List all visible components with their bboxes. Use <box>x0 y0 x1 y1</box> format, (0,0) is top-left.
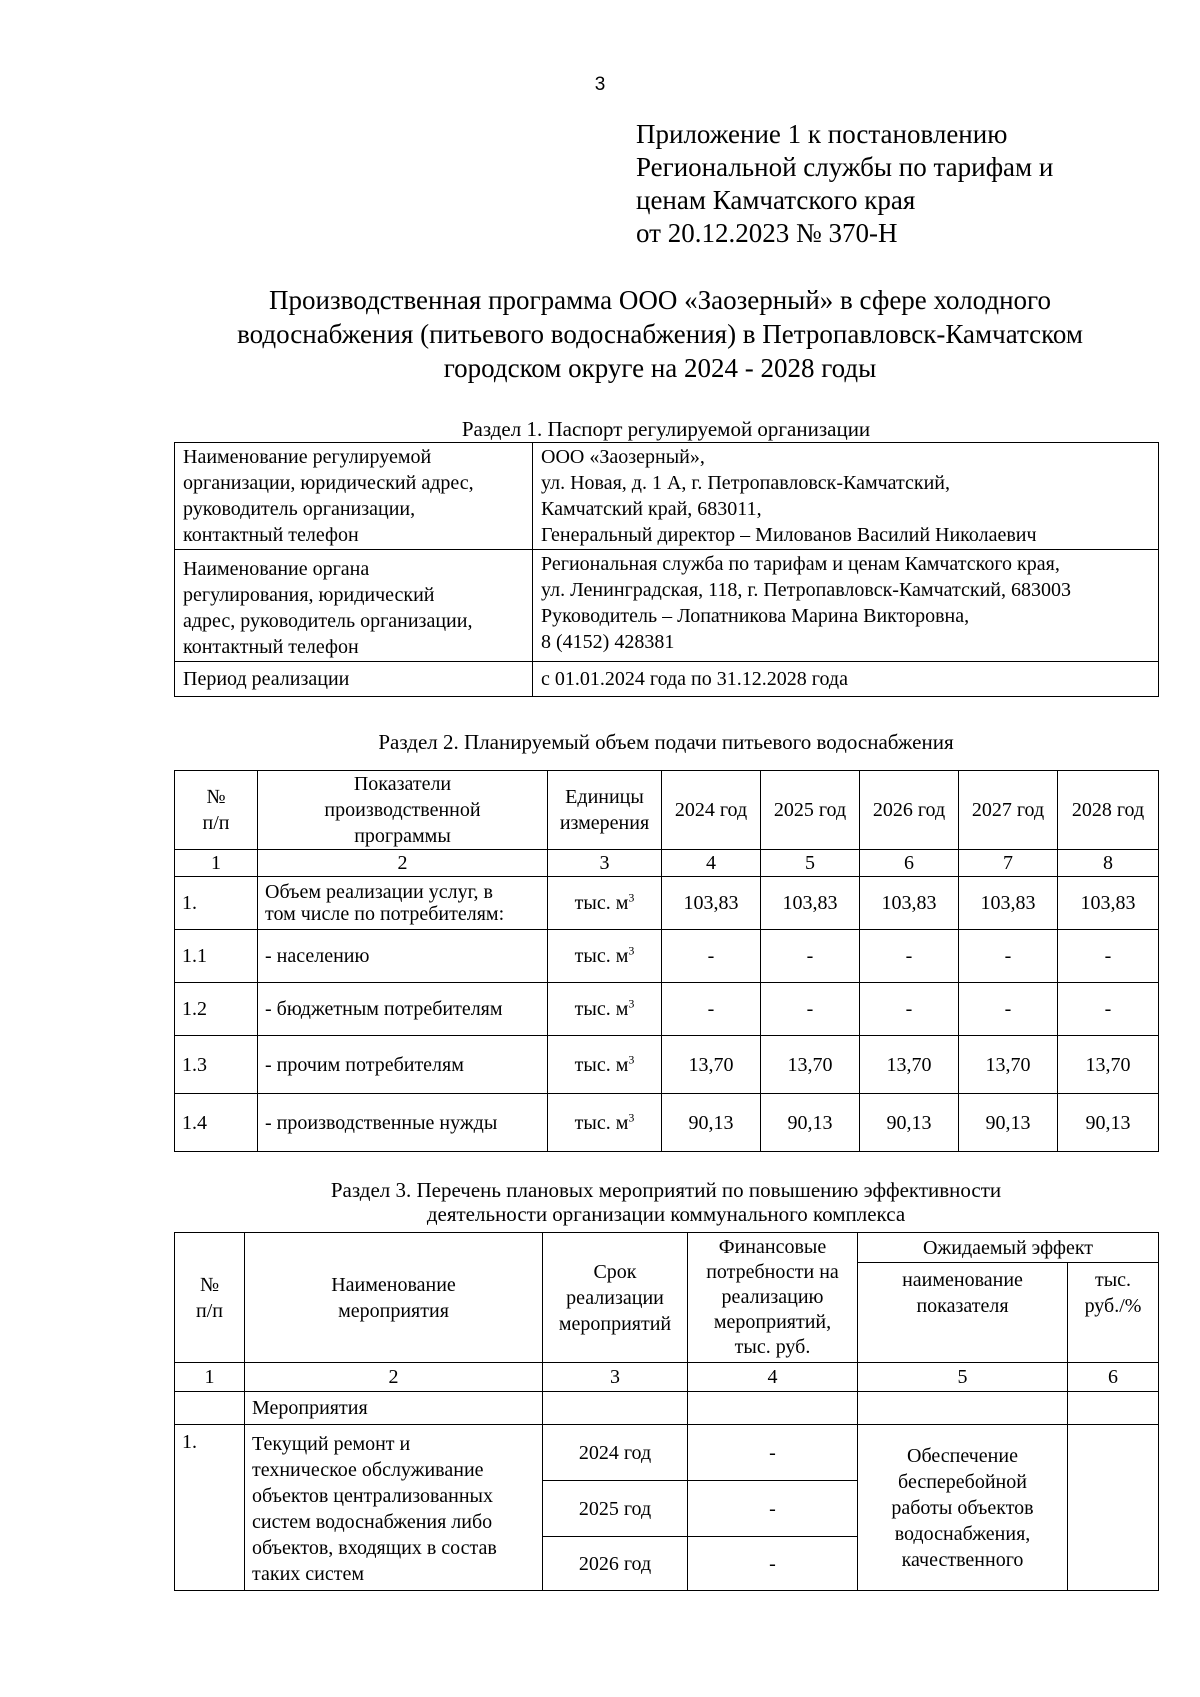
group-label: Мероприятия <box>245 1392 543 1425</box>
cell-line: качественного <box>901 1548 1024 1571</box>
cell-line: Период реализации <box>183 668 350 690</box>
header-line: измерения <box>559 812 650 834</box>
unit-text: тыс. м <box>574 945 629 967</box>
header-cell <box>258 771 548 850</box>
header-cell: 2026 год <box>860 771 959 850</box>
header-cell: 2024 год <box>662 771 761 850</box>
header-line: № <box>199 1273 220 1296</box>
value-cell: 90,13 <box>662 1094 761 1152</box>
cell-line: контактный телефон <box>183 524 359 546</box>
value-cell: 103,83 <box>761 877 860 930</box>
cell-line: ул. Ленинградская, 118, г. Петропавловск-Камчатский, 683003 <box>541 579 1071 601</box>
empty-cell <box>858 1392 1068 1425</box>
value-cell: 103,83 <box>662 877 761 930</box>
cell-line: контактный телефон <box>183 636 359 658</box>
appendix-line: Приложение 1 к постановлению <box>636 119 1008 149</box>
header-line: мероприятия <box>338 1299 449 1322</box>
header-line: потребности на <box>706 1261 839 1283</box>
value-cell: - <box>860 983 959 1036</box>
header-line: производственной <box>324 799 481 821</box>
column-number: 1 <box>175 1363 245 1392</box>
value-cell: 90,13 <box>860 1094 959 1152</box>
effect-value-cell <box>1068 1425 1159 1591</box>
passport-value-cell <box>533 443 1159 550</box>
cell-line: Региональная служба по тарифам и ценам Камчатского края, <box>541 553 1060 575</box>
value-cell: - <box>1058 930 1159 983</box>
column-number: 4 <box>662 850 761 877</box>
row-number: 1. <box>175 877 258 930</box>
table-row <box>175 550 1159 662</box>
cell-line: ул. Новая, д. 1 А, г. Петропавловск-Камчатский, <box>541 472 951 494</box>
caption-line: деятельности организации коммунального комплекса <box>426 1202 906 1226</box>
empty-cell <box>543 1392 688 1425</box>
term-cell: 2024 год <box>543 1425 688 1481</box>
value-cell: 13,70 <box>860 1036 959 1094</box>
value-cell: - <box>860 930 959 983</box>
row-name: - производственные нужды <box>258 1094 548 1152</box>
value-cell: - <box>959 930 1058 983</box>
finance-cell: - <box>688 1481 858 1537</box>
section3-caption <box>174 1178 1158 1226</box>
table-header-row <box>175 1233 1159 1263</box>
cell-line: Текущий ремонт и <box>252 1433 411 1455</box>
header-line: руб./% <box>1084 1295 1142 1317</box>
header-cell: 2025 год <box>761 771 860 850</box>
cell-line: объектов централизованных <box>252 1485 493 1507</box>
table-row <box>175 983 1159 1036</box>
header-line: тыс. <box>1094 1269 1132 1291</box>
cell-line: систем водоснабжения либо <box>252 1511 493 1533</box>
row-unit <box>548 877 662 930</box>
caption-line: Раздел 3. Перечень плановых мероприятий по повышению эффективности <box>330 1178 1002 1202</box>
unit-superscript: 3 <box>628 996 635 1011</box>
column-number: 1 <box>175 850 258 877</box>
value-cell: 103,83 <box>959 877 1058 930</box>
cell-line: Генеральный директор – Милованов Василий Николаевич <box>541 524 1037 546</box>
row-name <box>245 1425 543 1591</box>
value-cell: 13,70 <box>662 1036 761 1094</box>
passport-value-cell <box>533 550 1159 662</box>
section2-caption: Раздел 2. Планируемый объем подачи питьевого водоснабжения <box>378 730 954 754</box>
cell-line: Камчатский край, 683011, <box>541 498 762 520</box>
header-cell: Ожидаемый эффект <box>858 1233 1159 1263</box>
unit-text: тыс. м <box>574 1111 629 1134</box>
column-number: 8 <box>1058 850 1159 877</box>
value-cell: - <box>1058 983 1159 1036</box>
row-number: 1.4 <box>175 1094 258 1152</box>
column-number: 5 <box>761 850 860 877</box>
cell-line: бесперебойной <box>898 1470 1027 1493</box>
header-line: Единицы <box>565 786 644 808</box>
unit-superscript: 3 <box>628 1109 635 1124</box>
row-name: - населению <box>258 930 548 983</box>
cell-line: 8 (4152) 428381 <box>541 631 675 653</box>
empty-cell <box>1068 1392 1159 1425</box>
unit-text: тыс. м <box>574 998 629 1020</box>
passport-table <box>174 442 1159 697</box>
header-cell <box>688 1233 858 1363</box>
term-cell: 2025 год <box>543 1481 688 1537</box>
header-line: мероприятий <box>558 1312 672 1335</box>
cell-line: Обеспечение <box>907 1444 1018 1467</box>
column-number-row <box>175 850 1159 877</box>
document-title <box>160 283 1160 385</box>
header-line: № <box>206 786 226 808</box>
column-number-row <box>175 1363 1159 1392</box>
header-line: тыс. руб. <box>734 1336 811 1358</box>
unit-superscript: 3 <box>628 1051 635 1066</box>
cell-line: руководитель организации, <box>183 498 416 520</box>
appendix-header <box>636 118 1053 250</box>
header-line: реализации <box>566 1286 664 1309</box>
table-row <box>175 443 1159 550</box>
header-cell <box>858 1263 1068 1363</box>
header-line: Срок <box>593 1260 637 1283</box>
header-cell <box>175 1233 245 1363</box>
title-line: городском округе на 2024 - 2028 годы <box>443 353 877 383</box>
passport-label-cell <box>175 662 533 697</box>
value-cell: 90,13 <box>1058 1094 1159 1152</box>
value-cell: 103,83 <box>860 877 959 930</box>
header-line: реализацию <box>721 1286 824 1308</box>
cell-line: водоснабжения, <box>894 1522 1031 1545</box>
value-cell: 13,70 <box>959 1036 1058 1094</box>
value-cell: 13,70 <box>1058 1036 1159 1094</box>
supply-volume-table <box>174 770 1159 1152</box>
value-cell: 90,13 <box>761 1094 860 1152</box>
header-line: п/п <box>202 812 230 834</box>
row-name: - бюджетным потребителям <box>258 983 548 1036</box>
unit-superscript: 3 <box>628 943 635 958</box>
row-unit <box>548 1036 662 1094</box>
cell-line: объектов, входящих в состав <box>252 1537 497 1559</box>
row-name: - прочим потребителям <box>258 1036 548 1094</box>
value-cell: 13,70 <box>761 1036 860 1094</box>
effect-name-cell <box>858 1425 1068 1591</box>
cell-line: Руководитель – Лопатникова Марина Викторовна, <box>541 605 970 627</box>
row-name <box>258 877 548 930</box>
row-number: 1.2 <box>175 983 258 1036</box>
row-unit <box>548 983 662 1036</box>
value-cell: - <box>959 983 1058 1036</box>
unit-text: тыс. м <box>574 892 629 914</box>
term-cell: 2026 год <box>543 1537 688 1591</box>
header-cell <box>543 1233 688 1363</box>
header-cell: 2027 год <box>959 771 1058 850</box>
column-number: 6 <box>1068 1363 1159 1392</box>
value-cell: - <box>662 983 761 1036</box>
row-unit <box>548 930 662 983</box>
table-row <box>175 1094 1159 1152</box>
unit-superscript: 3 <box>628 890 635 905</box>
cell-line: том числе по потребителям: <box>265 903 505 925</box>
passport-value-cell <box>533 662 1159 697</box>
value-cell: - <box>761 983 860 1036</box>
cell-line: таких систем <box>252 1563 365 1585</box>
header-line: показателя <box>916 1295 1009 1317</box>
column-number: 6 <box>860 850 959 877</box>
header-cell: 2028 год <box>1058 771 1159 850</box>
header-cell <box>1068 1263 1159 1363</box>
header-cell <box>245 1233 543 1363</box>
header-line: наименование <box>902 1269 1023 1291</box>
header-line: Показатели <box>353 773 452 795</box>
header-line: Финансовые <box>718 1236 827 1258</box>
value-cell: - <box>662 930 761 983</box>
table-row <box>175 930 1159 983</box>
title-line: водоснабжения (питьевого водоснабжения) в Петропавловск-Камчатском <box>237 319 1083 349</box>
appendix-line: от 20.12.2023 № 370-Н <box>636 218 898 248</box>
cell-line: адрес, руководитель организации, <box>183 610 473 632</box>
title-line: Производственная программа ООО «Заозерный» в сфере холодного <box>269 285 1051 315</box>
cell-line: Наименование регулируемой <box>183 446 432 468</box>
page-number: 3 <box>594 74 606 95</box>
finance-cell: - <box>688 1537 858 1591</box>
row-unit <box>548 1094 662 1152</box>
table-row <box>175 1392 1159 1425</box>
cell-line: регулирования, юридический <box>183 584 435 606</box>
header-line: Наименование <box>331 1273 456 1296</box>
passport-label-cell <box>175 443 533 550</box>
cell-line: с 01.01.2024 года по 31.12.2028 года <box>541 668 848 690</box>
header-cell <box>548 771 662 850</box>
table-header-row <box>175 771 1159 850</box>
empty-cell <box>175 1392 245 1425</box>
column-number: 2 <box>258 850 548 877</box>
header-line: программы <box>354 825 451 847</box>
unit-text: тыс. м <box>574 1053 629 1076</box>
table-row <box>175 877 1159 930</box>
table-row <box>175 1036 1159 1094</box>
column-number: 2 <box>245 1363 543 1392</box>
value-cell: 90,13 <box>959 1094 1058 1152</box>
row-number: 1. <box>175 1425 245 1591</box>
header-cell <box>175 771 258 850</box>
cell-line: Наименование органа <box>183 558 370 580</box>
cell-line: работы объектов <box>891 1496 1034 1519</box>
row-number: 1.1 <box>175 930 258 983</box>
column-number: 7 <box>959 850 1058 877</box>
measures-table <box>174 1232 1159 1591</box>
empty-cell <box>688 1392 858 1425</box>
column-number: 4 <box>688 1363 858 1392</box>
column-number: 3 <box>543 1363 688 1392</box>
appendix-line: ценам Камчатского края <box>636 185 916 215</box>
column-number: 3 <box>548 850 662 877</box>
appendix-line: Региональной службы по тарифам и <box>636 152 1054 182</box>
cell-line: Объем реализации услуг, в <box>265 881 493 903</box>
header-line: мероприятий, <box>713 1311 832 1333</box>
section1-caption: Раздел 1. Паспорт регулируемой организации <box>461 417 871 441</box>
passport-label-cell <box>175 550 533 662</box>
header-line: п/п <box>196 1299 223 1322</box>
value-cell: 103,83 <box>1058 877 1159 930</box>
row-number: 1.3 <box>175 1036 258 1094</box>
column-number: 5 <box>858 1363 1068 1392</box>
table-row <box>175 1425 1159 1481</box>
cell-line: ООО «Заозерный», <box>541 446 705 468</box>
value-cell: - <box>761 930 860 983</box>
cell-line: организации, юридический адрес, <box>183 472 474 494</box>
table-row <box>175 662 1159 697</box>
finance-cell: - <box>688 1425 858 1481</box>
cell-line: техническое обслуживание <box>252 1459 484 1481</box>
